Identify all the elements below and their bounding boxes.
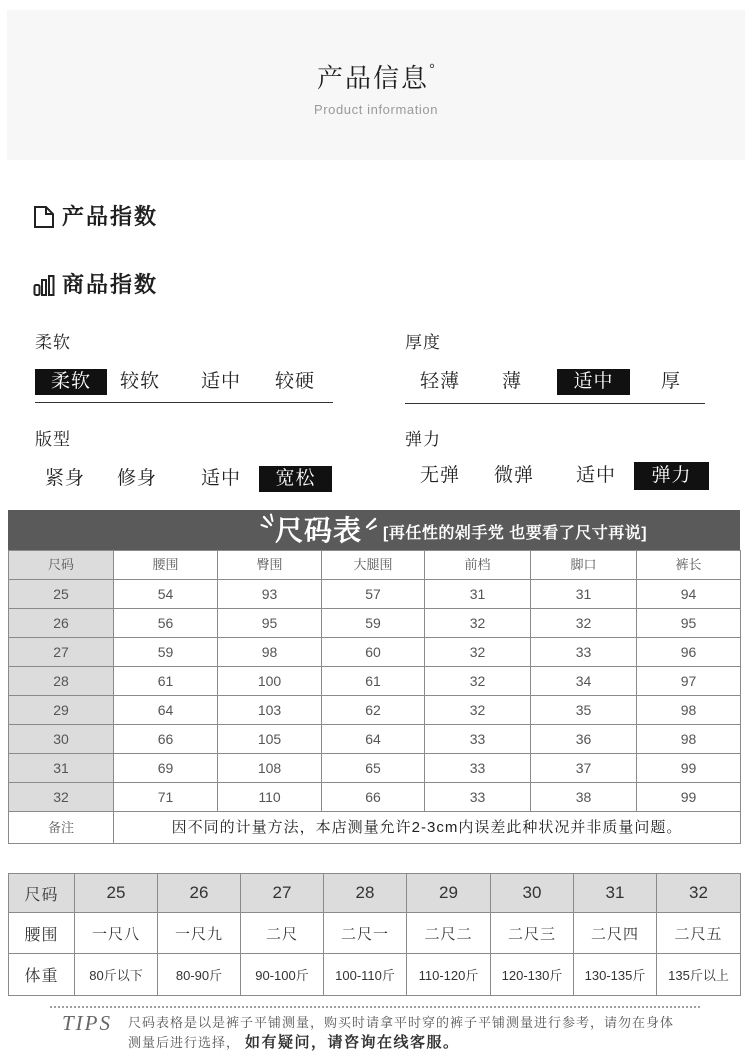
front-rise-cell: 32: [425, 609, 531, 638]
thigh-cell: 66: [322, 783, 425, 812]
thigh-cell: 61: [322, 667, 425, 696]
waist-cell: 54: [114, 580, 218, 609]
table-row: [9, 783, 741, 812]
size-value: 30: [491, 874, 574, 913]
waist-cell: 61: [114, 667, 218, 696]
leg-opening-cell: 34: [531, 667, 637, 696]
weight-value: 80斤以下: [75, 954, 158, 996]
column-header: 裤长: [637, 551, 741, 580]
weight-value: 100-110斤: [324, 954, 407, 996]
table-row: [9, 609, 741, 638]
size-table-header: [9, 551, 741, 580]
thickness-divider: [405, 403, 705, 404]
waist-value: 一尺九: [158, 913, 241, 954]
weight-table: [8, 873, 741, 996]
waist-value: 二尺五: [657, 913, 741, 954]
weight-value: 80-90斤: [158, 954, 241, 996]
note-label: 备注: [9, 812, 114, 844]
softness-option: 适中: [200, 371, 241, 392]
goods-index-label: 商品指数: [62, 272, 159, 297]
size-value: 25: [75, 874, 158, 913]
length-cell: 99: [637, 783, 741, 812]
thigh-cell: 64: [322, 725, 425, 754]
thickness-label: 厚度: [405, 333, 441, 352]
front-rise-cell: 33: [425, 725, 531, 754]
softness-divider: [35, 402, 333, 403]
hip-cell: 105: [218, 725, 322, 754]
leg-opening-cell: 35: [531, 696, 637, 725]
elasticity-label: 弹力: [405, 430, 441, 449]
table-row: [9, 638, 741, 667]
column-header: 腰围: [114, 551, 218, 580]
weight-value: 110-120斤: [407, 954, 491, 996]
size-chart-banner: [8, 510, 740, 550]
size-value: 29: [407, 874, 491, 913]
length-cell: 98: [637, 725, 741, 754]
column-header: 臀围: [218, 551, 322, 580]
row-label: 腰围: [9, 913, 75, 954]
hip-cell: 98: [218, 638, 322, 667]
sparkle-left-icon: [260, 513, 276, 531]
waist-value: 二尺二: [407, 913, 491, 954]
thigh-cell: 62: [322, 696, 425, 725]
waist-value: 二尺: [241, 913, 324, 954]
tips-line-1: 尺码表格是以是裤子平铺测量，购买时请拿平时穿的裤子平铺测量进行参考，请勿在身体: [128, 1015, 675, 1030]
length-cell: 99: [637, 754, 741, 783]
hip-cell: 110: [218, 783, 322, 812]
length-cell: 98: [637, 696, 741, 725]
thickness-option: 薄: [501, 371, 522, 392]
note-row: [9, 812, 741, 844]
column-header: 大腿围: [322, 551, 425, 580]
hip-cell: 108: [218, 754, 322, 783]
thickness-option: 轻薄: [419, 371, 460, 392]
weight-value: 135斤以上: [657, 954, 741, 996]
waist-cell: 66: [114, 725, 218, 754]
waist-cell: 56: [114, 609, 218, 638]
column-header: 尺码: [9, 551, 114, 580]
page-title-mark: °: [429, 61, 435, 78]
size-cell: 26: [9, 609, 114, 638]
page-title: [7, 60, 745, 96]
length-cell: 94: [637, 580, 741, 609]
length-cell: 96: [637, 638, 741, 667]
waist-value: 二尺一: [324, 913, 407, 954]
front-rise-cell: 31: [425, 580, 531, 609]
waist-value: 二尺四: [574, 913, 657, 954]
size-value: 31: [574, 874, 657, 913]
hip-cell: 103: [218, 696, 322, 725]
size-cell: 29: [9, 696, 114, 725]
goods-index-heading: [33, 271, 158, 299]
leg-opening-cell: 37: [531, 754, 637, 783]
tips-label: TIPS: [62, 1011, 112, 1035]
column-header: 前档: [425, 551, 531, 580]
leg-opening-cell: 38: [531, 783, 637, 812]
weight-value: 130-135斤: [574, 954, 657, 996]
document-icon: [33, 205, 55, 229]
size-cell: 25: [9, 580, 114, 609]
page-subtitle: Product information: [313, 102, 439, 117]
waist-value: 二尺三: [491, 913, 574, 954]
elasticity-option: 弹力: [634, 462, 709, 490]
weight-table-sizes-row: [9, 874, 741, 913]
table-row: [9, 667, 741, 696]
size-chart-title: 尺码表: [275, 515, 363, 546]
leg-opening-cell: 36: [531, 725, 637, 754]
waist-cell: 64: [114, 696, 218, 725]
length-cell: 97: [637, 667, 741, 696]
size-value: 27: [241, 874, 324, 913]
length-cell: 95: [637, 609, 741, 638]
hip-cell: 95: [218, 609, 322, 638]
leg-opening-cell: 33: [531, 638, 637, 667]
waist-cell: 71: [114, 783, 218, 812]
front-rise-cell: 33: [425, 754, 531, 783]
thigh-cell: 60: [322, 638, 425, 667]
size-value: 32: [657, 874, 741, 913]
hero-header: [7, 10, 745, 160]
softness-option: 较硬: [274, 371, 315, 392]
row-label: 尺码: [9, 874, 75, 913]
thigh-cell: 59: [322, 609, 425, 638]
elasticity-option: 无弹: [419, 465, 460, 486]
weight-table-waist-row: [9, 913, 741, 954]
weight-value: 90-100斤: [241, 954, 324, 996]
size-cell: 27: [9, 638, 114, 667]
fit-option: 宽松: [259, 466, 332, 492]
thigh-cell: 57: [322, 580, 425, 609]
waist-cell: 69: [114, 754, 218, 783]
size-cell: 30: [9, 725, 114, 754]
tips-contact-note: 如有疑问，请咨询在线客服。: [245, 1034, 460, 1051]
table-row: [9, 725, 741, 754]
table-row: [9, 580, 741, 609]
size-chart-slogan: [再任性的剁手党 也要看了尺寸再说]: [383, 525, 648, 542]
leg-opening-cell: 31: [531, 580, 637, 609]
sparkle-right-icon: [362, 517, 378, 533]
size-value: 26: [158, 874, 241, 913]
row-label: 体重: [9, 954, 75, 996]
waist-cell: 59: [114, 638, 218, 667]
hip-cell: 100: [218, 667, 322, 696]
hip-cell: 93: [218, 580, 322, 609]
thickness-option: 适中: [557, 369, 630, 395]
tips-line-2-text: 测量后进行选择，: [128, 1035, 241, 1050]
table-row: [9, 696, 741, 725]
product-index-heading: [33, 203, 158, 231]
fit-option: 紧身: [44, 468, 85, 489]
page-title-text: 产品信息: [316, 63, 429, 93]
thigh-cell: 65: [322, 754, 425, 783]
note-text: 因不同的计量方法，本店测量允许2-3cm内误差此种状况并非质量问题。: [114, 812, 741, 844]
softness-option: 柔软: [35, 369, 107, 395]
softness-label: 柔软: [35, 333, 71, 352]
elasticity-option: 适中: [575, 465, 616, 486]
softness-option: 较软: [119, 371, 160, 392]
leg-opening-cell: 32: [531, 609, 637, 638]
front-rise-cell: 32: [425, 638, 531, 667]
front-rise-cell: 32: [425, 667, 531, 696]
fit-option: 适中: [200, 468, 241, 489]
front-rise-cell: 32: [425, 696, 531, 725]
thickness-option: 厚: [660, 371, 681, 392]
table-row: [9, 754, 741, 783]
weight-table-weight-row: [9, 954, 741, 996]
bar-chart-icon: [33, 273, 55, 297]
fit-label: 版型: [35, 430, 71, 449]
size-value: 28: [324, 874, 407, 913]
size-cell: 28: [9, 667, 114, 696]
size-cell: 32: [9, 783, 114, 812]
size-cell: 31: [9, 754, 114, 783]
size-table: [8, 550, 741, 844]
waist-value: 一尺八: [75, 913, 158, 954]
weight-value: 120-130斤: [491, 954, 574, 996]
product-index-label: 产品指数: [62, 204, 159, 229]
elasticity-option: 微弹: [493, 465, 534, 486]
front-rise-cell: 33: [425, 783, 531, 812]
dotted-divider: [50, 1006, 700, 1008]
tips-line-2: [128, 1034, 460, 1052]
column-header: 脚口: [531, 551, 637, 580]
fit-option: 修身: [116, 468, 157, 489]
